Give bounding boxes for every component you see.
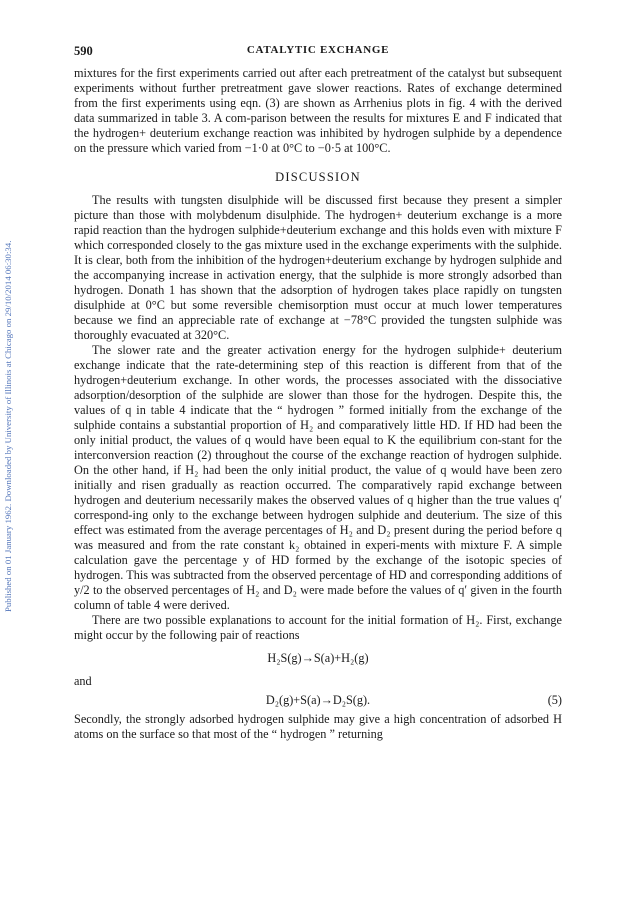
equation-2-text: D₂(g)+S(a)→D₂S(g).	[265, 693, 371, 707]
equation-2	[74, 674, 562, 689]
discussion-paragraph-1: The results with tungsten disulphide will be discussed first because they present a simpler picture than those with molybdenum disulphide. The hydrogen+ deuterium exchange is a more rapid reaction than the hydrogen sulphide+deuterium exchange and this holds even with mixture F which corresponded closely to the gas mixture used in the exchange experiments with the sulphide. It is clear, both from the inhibition of the hydrogen+deuterium exchange by hydrogen sulphide and the accompanying increase in activation energy, that the sulphide is more strongly adsorbed than hydrogen. Donath 1 has shown that the adsorption of hydrogen takes place rapidly on tungsten disulphide at 0°C but some reversible chemisorption must occur at much lower temperatures because we find an appreciable rate of exchange at −78°C provided the tungsten sulphide was thoroughly evacuated at 320°C.	[74, 193, 562, 342]
intro-paragraph: mixtures for the first experiments carried out after each pretreatment of the catalyst but subsequent experiments without further pretreatment gave slower reactions. Rates of exchange determined from the first experiments using eqn. (3) are shown as Arrhenius plots in fig. 4 with the derived data summarized in table 3. A com-parison between the results for mixtures E and F indicated that the hydrogen+ deuterium exchange reaction was inhibited by hydrogen sulphide by a dependence on the pressure which varied from −1·0 at 0°C to −0·5 at 100°C.	[74, 66, 562, 155]
page-number: 590	[74, 44, 93, 58]
discussion-paragraph-4: Secondly, the strongly adsorbed hydrogen sulphide may give a high concentration of adsorbed H atoms on the surface so that most of the “ hydrogen ” returning	[74, 712, 562, 741]
article-body	[74, 66, 562, 742]
equation-1-text: H₂S(g)→S(a)+H₂(g)	[267, 651, 369, 665]
discussion-paragraph-2: The slower rate and the greater activation energy for the hydrogen sulphide+ deuterium exchange indicate that the rate-determining step of this reaction is different from that of the hydrogen+deuterium exchange. In other words, the processes associated with the dissociative adsorption/desorption of the sulphide are slower than those for the hydrogen. Despite this, the values of q in table 4 indicate that the “ hydrogen ” formed initially from the exchange of the sulphide contains a substantial proportion of H₂ and comparatively little HD. If HD had been the only initial product, the values of q would have been equal to K the equilibrium con-stant for the interconversion reaction (2) throughout the course of the exchange reaction of hydrogen sulphide. On the other hand, if H₂ had been the only initial product, the value of q would have been zero initially and risen gradually as reaction occurred. The comparatively rapid exchange between hydrogen and deuterium necessarily makes the observed values of q higher than the true values q′ correspond-ing only to the exchange between hydrogen sulphide and deuterium. The size of this effect was estimated from the average percentages of H₂ and D₂ present during the period before q was measured and from the rate constant k₂ obtained in experi-ments with mixture F. A simple calculation gave the percentage y of HD formed by the exchange of the isotopic species of hydrogen. This was subtracted from the observed percentage of HD and corresponding additions of y/2 to the observed percentages of H₂ and D₂ were made before the values of q′ given in the fourth column of table 4 were derived.	[74, 343, 562, 612]
equation-2-line	[74, 693, 562, 708]
page-header	[74, 44, 562, 60]
equation-2-number: (5)	[547, 693, 562, 707]
discussion-paragraph-3: There are two possible explanations to account for the initial formation of H₂. First, exchange might occur by the following pair of reactions	[74, 613, 562, 642]
download-watermark: Published on 01 January 1962. Downloaded by University of Illinois at Chicago on 29/10/2014 06:30:34.	[3, 240, 13, 612]
and-label: and	[74, 674, 92, 688]
section-heading: DISCUSSION	[275, 170, 361, 184]
equation-1	[74, 651, 562, 666]
running-title: CATALYTIC EXCHANGE	[246, 44, 390, 56]
